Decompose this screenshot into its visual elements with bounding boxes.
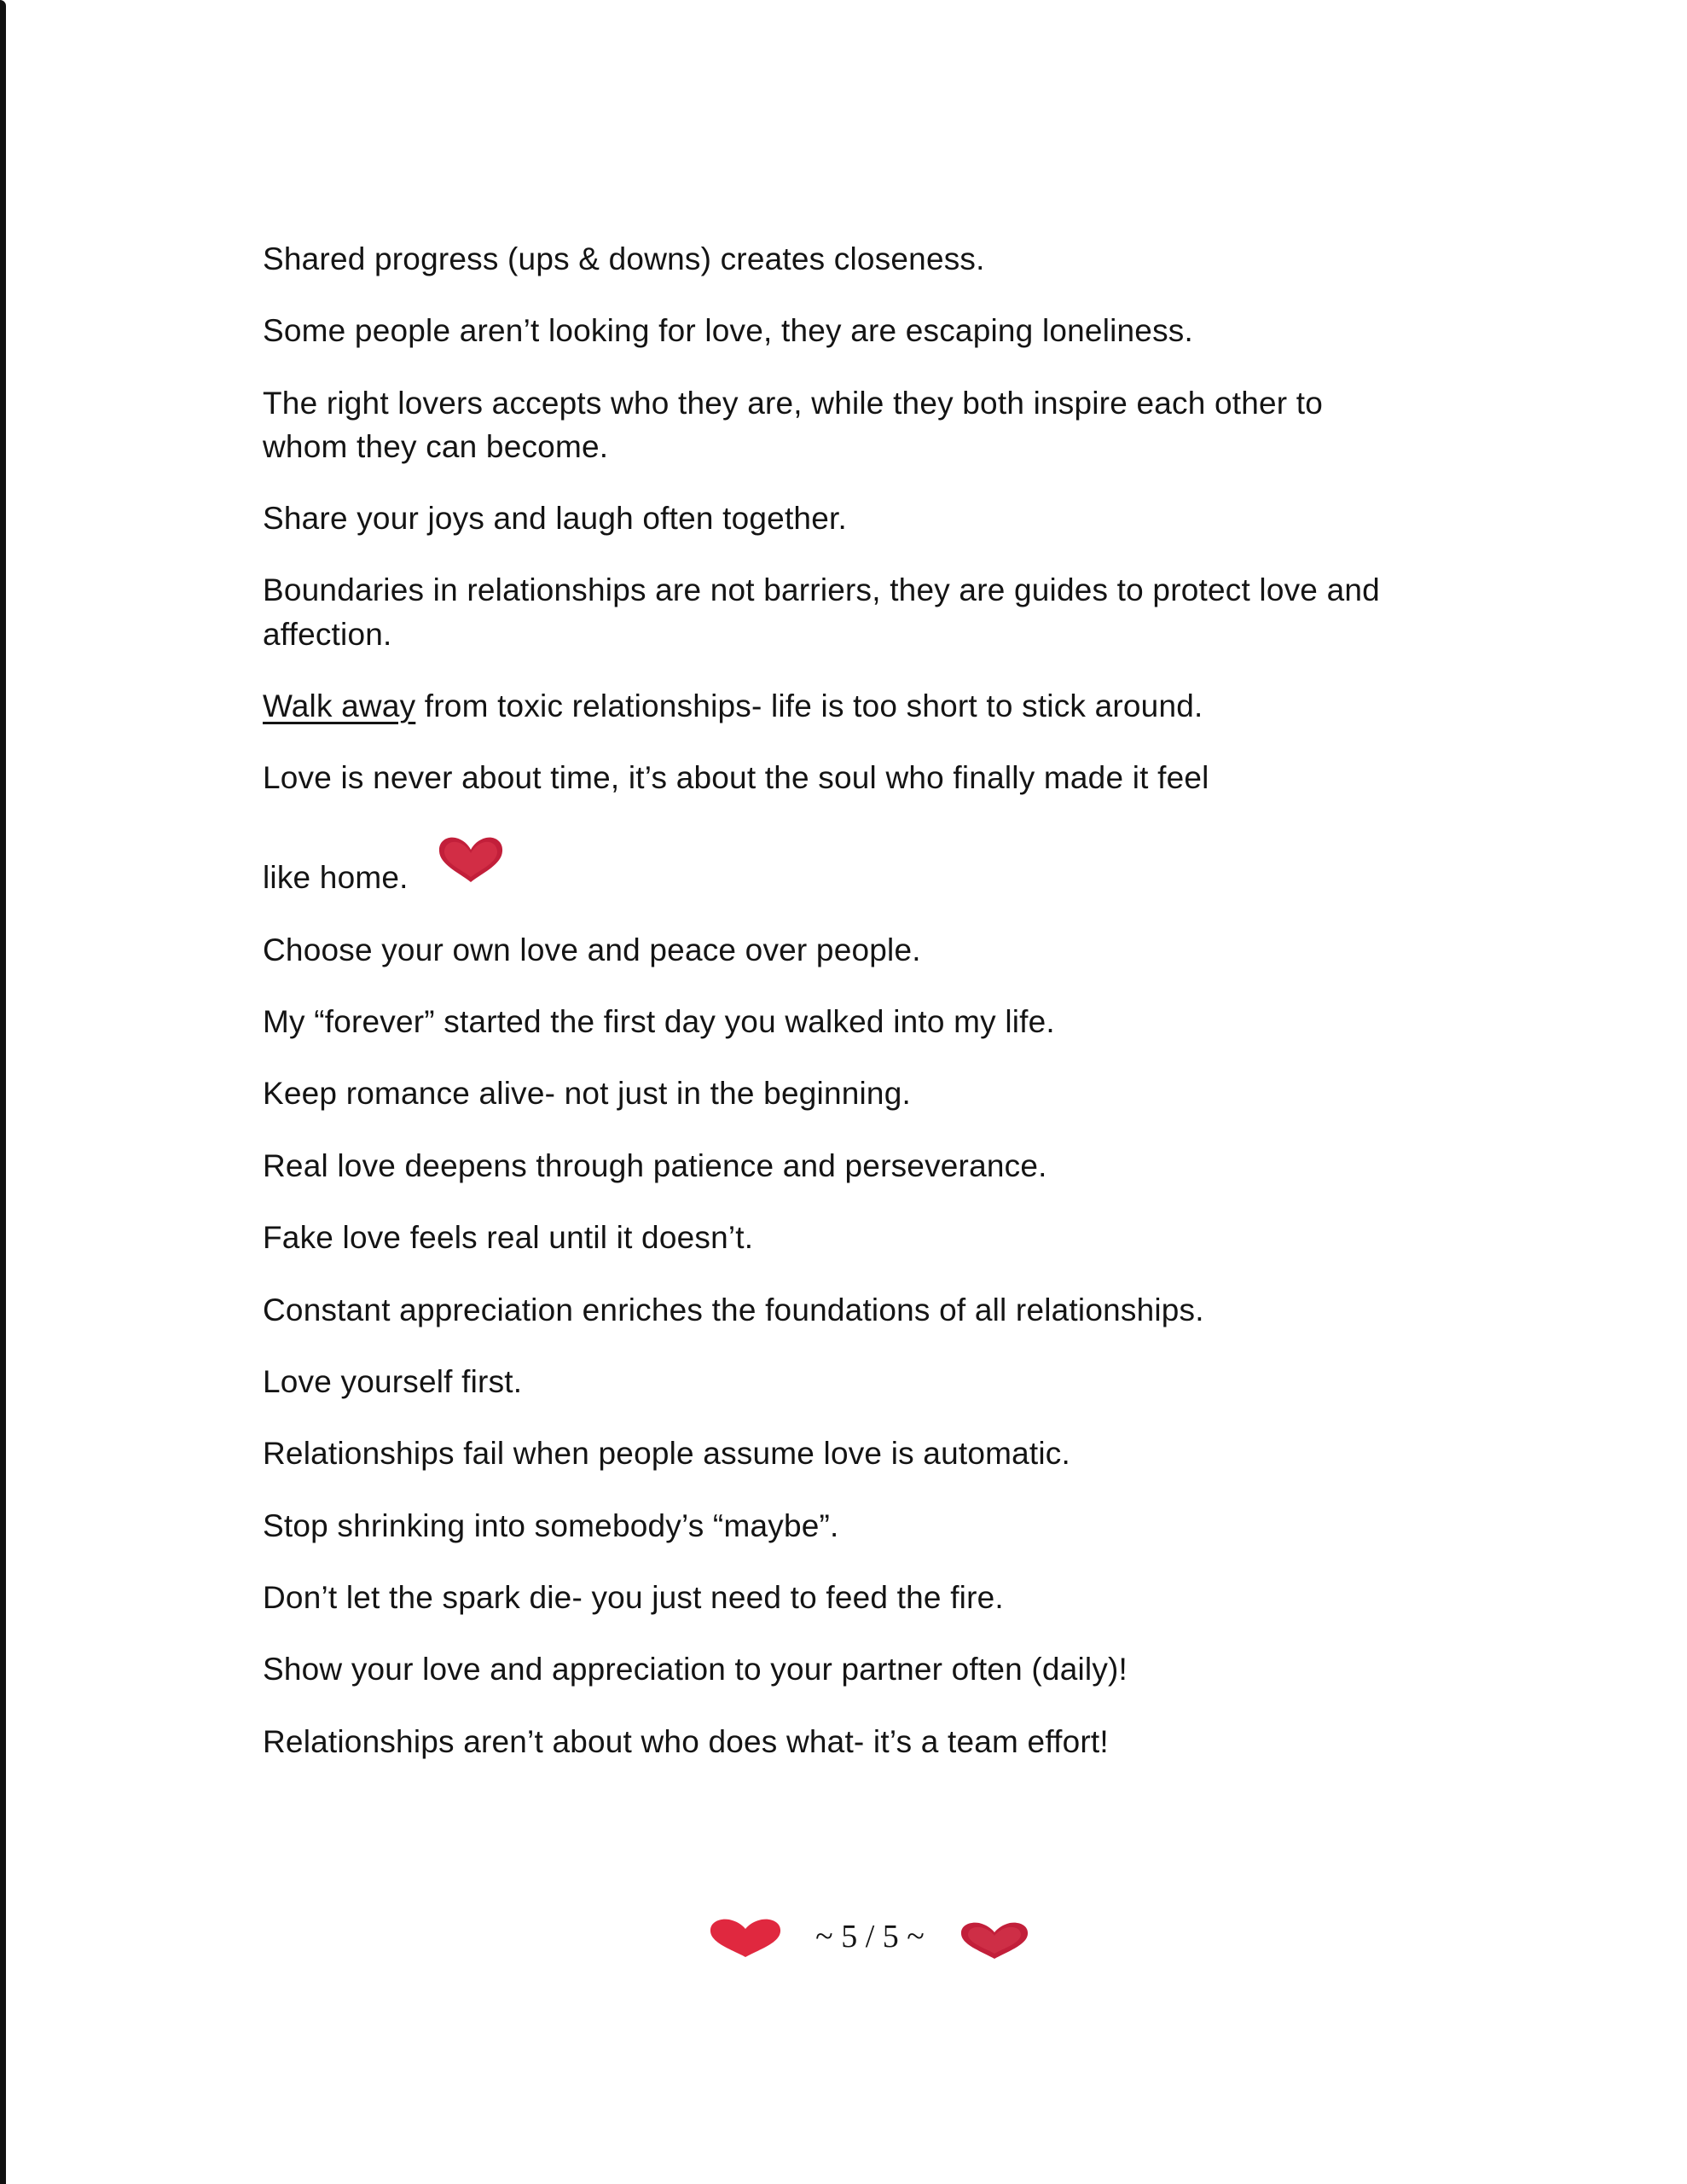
text-line: Love is never about time, it’s about the soul who finally made it feel — [263, 760, 1209, 795]
text-line: Relationships fail when people assume love is automatic. — [263, 1436, 1070, 1471]
text-line: whom they can become. — [263, 429, 609, 464]
text-line: Constant appreciation enriches the foundations of all relationships. — [263, 1292, 1204, 1327]
page-number: ~ 5 / 5 ~ — [815, 1919, 925, 1955]
text-line: Some people aren’t looking for love, they are escaping loneliness. — [263, 313, 1193, 348]
text-line: Keep romance alive- not just in the beginning. — [263, 1076, 911, 1111]
underlined-phrase: Walk away — [263, 688, 416, 723]
text-line: Share your joys and laugh often together. — [263, 501, 847, 536]
text-line-rest: from toxic relationships- life is too short to stick around. — [424, 688, 1203, 723]
text-line-walk-away — [263, 684, 1203, 729]
text-line: affection. — [263, 617, 392, 652]
text-line: My “forever” started the first day you walked into my life. — [263, 1004, 1055, 1039]
heart-icon — [959, 1920, 1030, 1960]
text-line: Don’t let the spark die- you just need to feed the fire. — [263, 1580, 1004, 1615]
text-line: like home. — [263, 860, 409, 895]
text-line: Real love deepens through patience and perseverance. — [263, 1148, 1047, 1183]
text-line: Relationships aren’t about who does what- it’s a team effort! — [263, 1724, 1109, 1759]
text-line: Shared progress (ups & downs) creates closeness. — [263, 241, 985, 276]
text-line: Show your love and appreciation to your partner often (daily)! — [263, 1652, 1128, 1687]
text-line: The right lovers accepts who they are, while they both inspire each other to — [263, 386, 1324, 421]
text-line: Boundaries in relationships are not barriers, they are guides to protect love and — [263, 572, 1380, 607]
text-line: Fake love feels real until it doesn’t. — [263, 1220, 754, 1255]
text-line: Love yourself first. — [263, 1364, 523, 1399]
heart-icon — [708, 1916, 783, 1959]
text-line: Choose your own love and peace over people. — [263, 932, 921, 967]
heart-icon — [437, 834, 505, 884]
text-line: Stop shrinking into somebody’s “maybe”. — [263, 1508, 839, 1543]
